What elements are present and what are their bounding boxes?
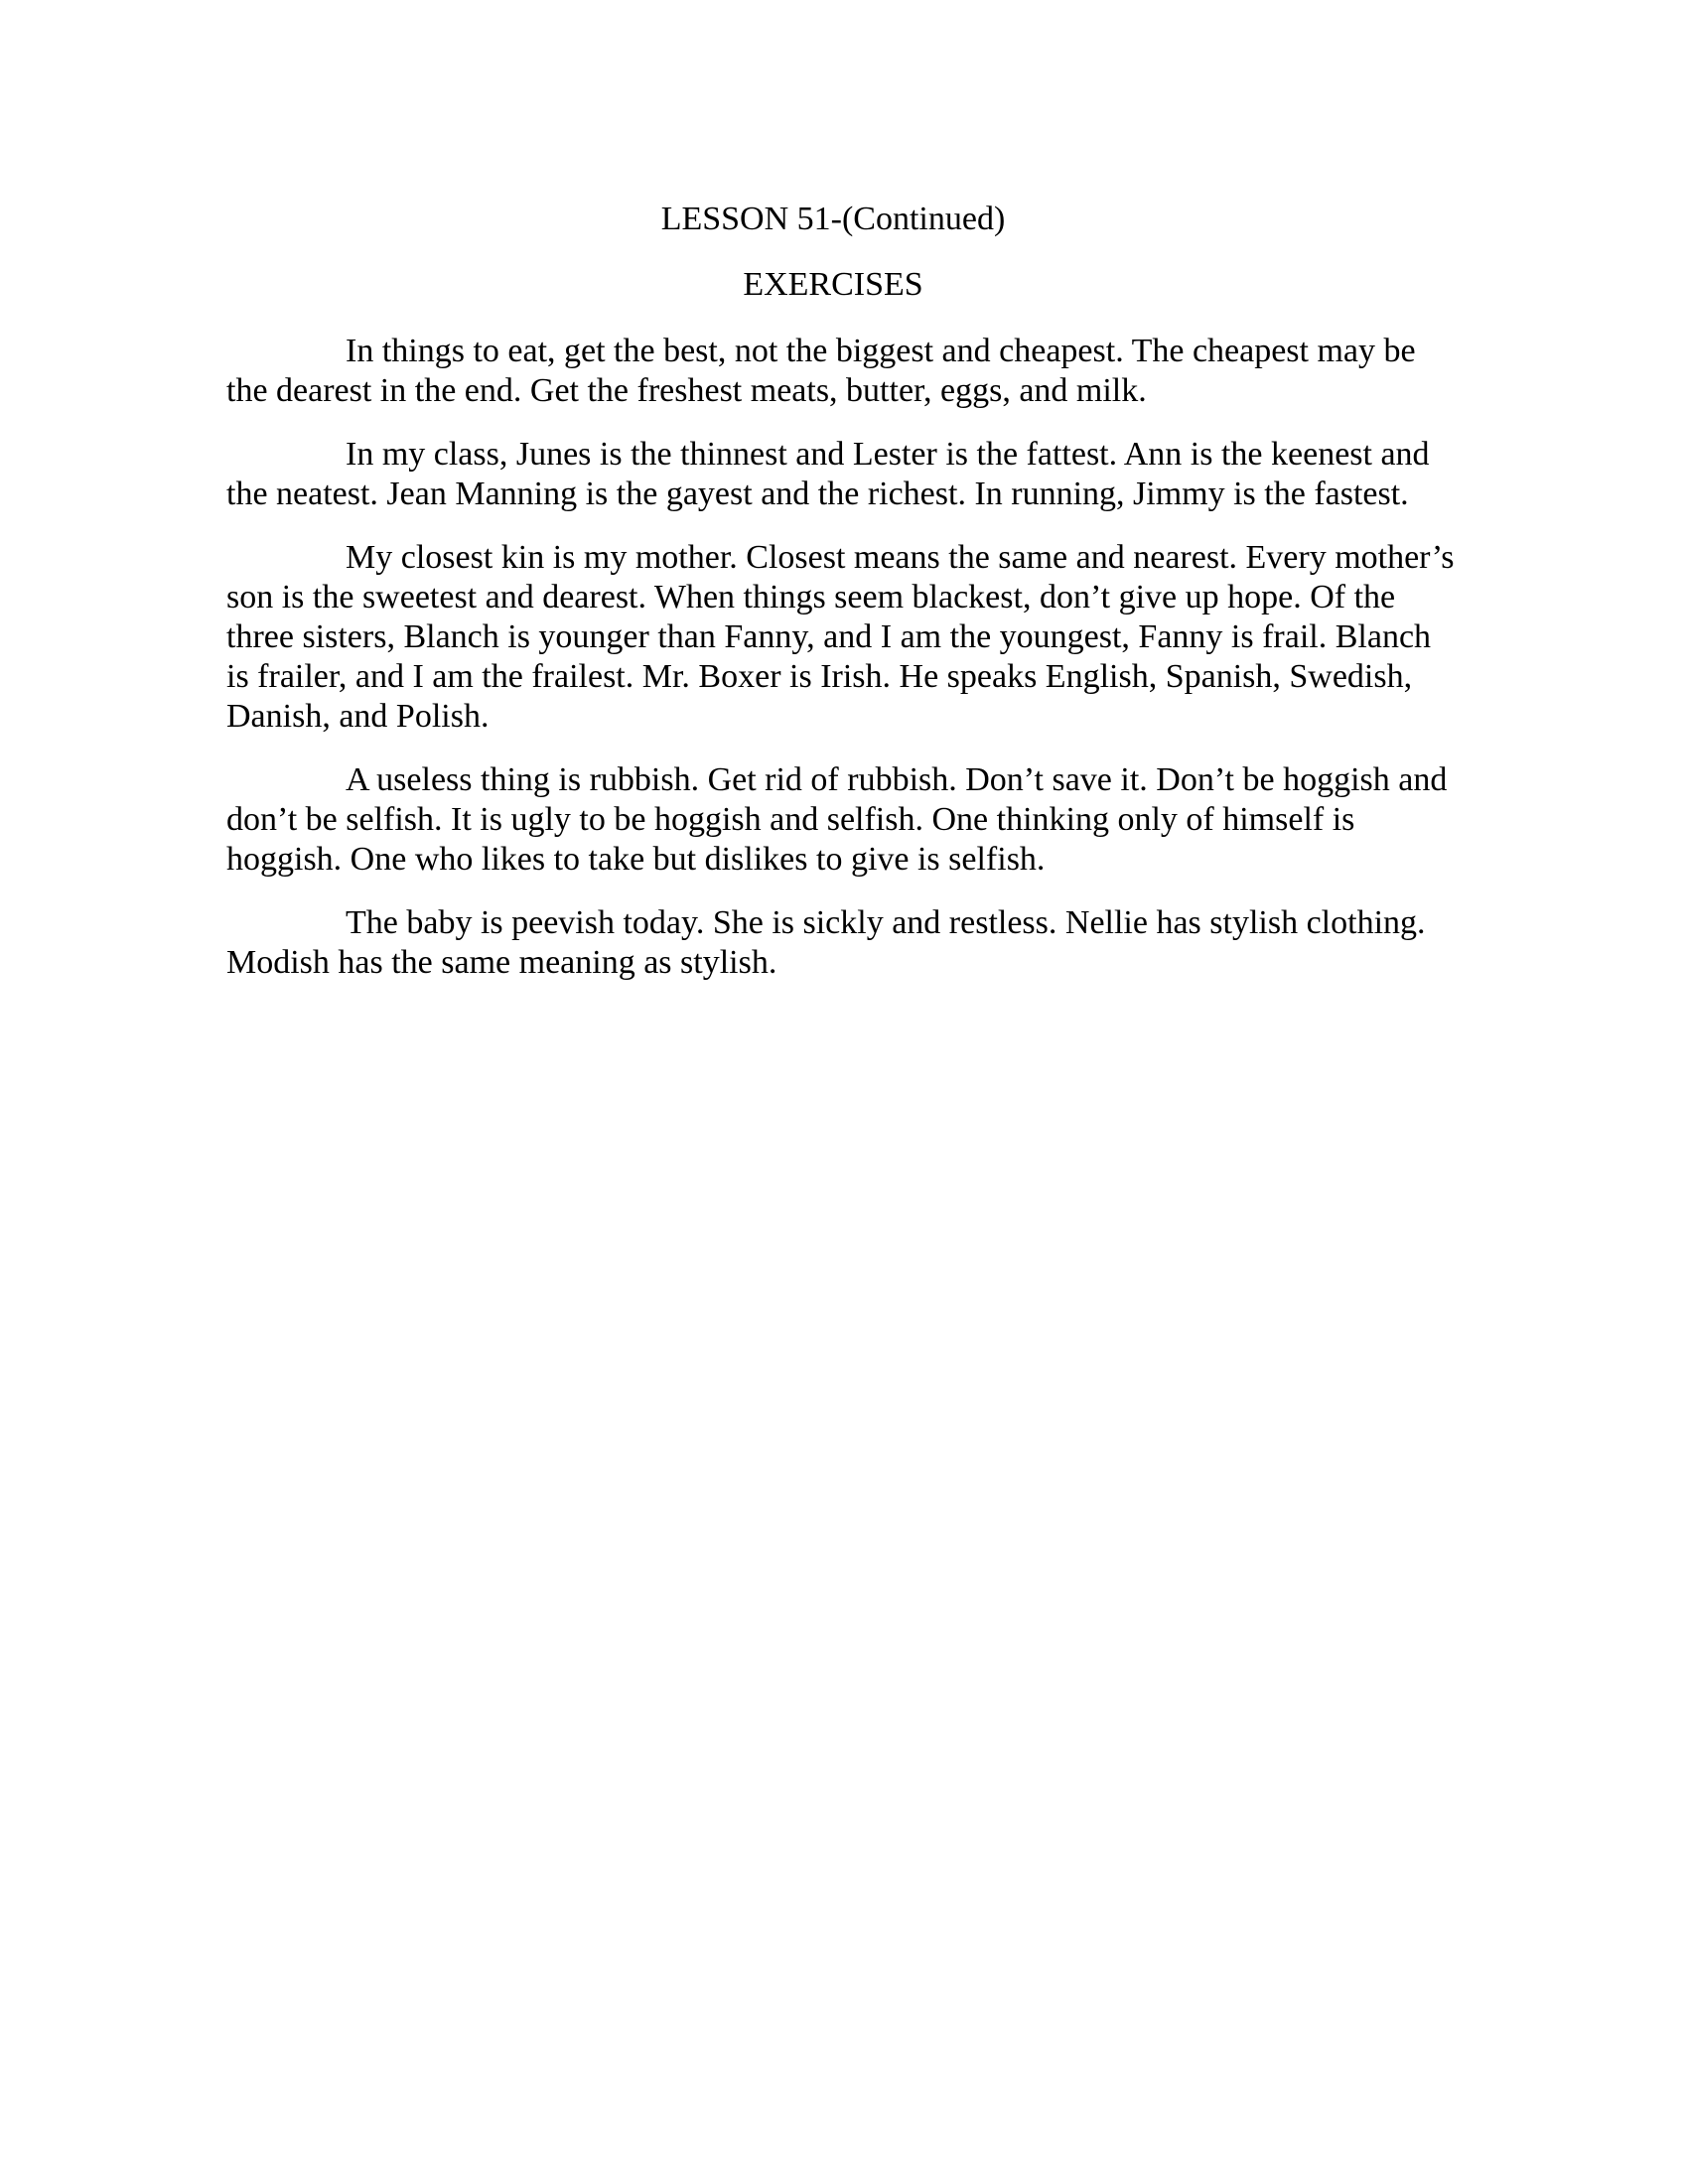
paragraph-line: Danish, and Polish. (226, 698, 490, 735)
paragraph-line: My closest kin is my mother. Closest means the same and nearest. Every mother’s (346, 539, 1455, 576)
paragraph-line: hoggish. One who likes to take but dislikes to give is selfish. (226, 841, 1046, 878)
paragraph-line: three sisters, Blanch is younger than Fanny, and I am the youngest, Fanny is frail. Blanch (226, 618, 1432, 655)
paragraph-line: In things to eat, get the best, not the biggest and cheapest. The cheapest may be (346, 333, 1416, 369)
paragraph-line: In my class, Junes is the thinnest and Lester is the fattest. Ann is the keenest and (346, 436, 1430, 473)
paragraph-4 (226, 760, 1448, 880)
exercises-heading: EXERCISES (743, 266, 923, 303)
paragraph-line: Modish has the same meaning as stylish. (226, 944, 777, 981)
text-column (226, 200, 1455, 1007)
paragraph-2 (226, 435, 1440, 514)
paragraph-line: the dearest in the end. Get the freshest meats, butter, eggs, and milk. (226, 372, 1147, 409)
paragraph-5 (226, 903, 1440, 983)
paragraph-1 (226, 332, 1440, 411)
paragraph-3 (226, 538, 1455, 737)
paragraph-line: the neatest. Jean Manning is the gayest and the richest. In running, Jimmy is the fastest. (226, 476, 1409, 512)
paragraph-line: don’t be selfish. It is ugly to be hoggish and selfish. One thinking only of himself is (226, 801, 1355, 838)
paragraph-line: son is the sweetest and dearest. When things seem blackest, don’t give up hope. Of the (226, 579, 1396, 615)
paragraph-line: The baby is peevish today. She is sickly and restless. Nellie has stylish clothing. (346, 904, 1426, 941)
paragraph-line: A useless thing is rubbish. Get rid of rubbish. Don’t save it. Don’t be hoggish and (346, 761, 1448, 798)
lesson-title: LESSON 51-(Continued) (660, 201, 1006, 237)
paragraph-line: is frailer, and I am the frailest. Mr. Boxer is Irish. He speaks English, Spanish, Swedish, (226, 658, 1413, 695)
